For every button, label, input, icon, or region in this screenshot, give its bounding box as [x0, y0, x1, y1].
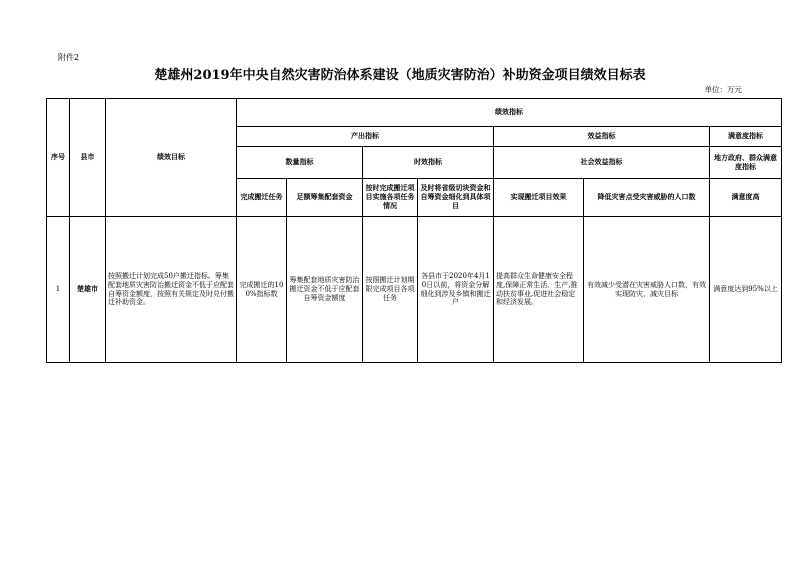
cell-matching-funds: 筹集配套地质灾害防治搬迁资金不低于应配套自筹资金额度 — [287, 217, 363, 363]
cell-funds-detail: 各县市于2020年4月10日以前，将资金分解细化到涉及乡镇和搬迁户 — [418, 217, 494, 363]
cell-satisfaction: 满意度达到95%以上 — [710, 217, 782, 363]
unit-label: 单位：万元 — [704, 85, 742, 94]
cell-goal: 按照搬迁计划完成50户搬迁指标。筹集配套地质灾害防治搬迁资金不低于应配套自筹资金额度，按照有关规定及时兑付搬迁补助资金。 — [106, 217, 237, 363]
document-title: 楚雄州2019年中央自然灾害防治体系建设（地质灾害防治）补助资金项目绩效目标表 — [154, 68, 646, 83]
header-gov-public-satisfaction: 地方政府、群众满意度指标 — [710, 147, 782, 179]
header-reduce-threatened: 降低灾害点受灾害威胁的人口数 — [584, 179, 710, 217]
cell-county: 楚雄市 — [70, 217, 106, 363]
header-full-matching-funds: 足额筹集配套资金 — [287, 179, 363, 217]
header-performance-indicators: 绩效指标 — [237, 99, 782, 127]
header-plan-completion: 按时完成搬迁项目实施各项任务情况 — [363, 179, 418, 217]
header-relocation-effect: 实现搬迁项目效果 — [494, 179, 584, 217]
header-satisfaction-high: 满意度高 — [710, 179, 782, 217]
header-social-benefit-indicators: 社会效益指标 — [494, 147, 710, 179]
table-row — [47, 217, 782, 363]
attachment-label: 附件2 — [58, 53, 80, 62]
cell-relocation-rate: 完成搬迁的100%指标数 — [237, 217, 287, 363]
cell-effect: 提高群众生命健康安全程度,保障正常生活、生产,推动扶贫事业,促进社会稳定和经济发展。 — [494, 217, 584, 363]
header-county: 县市 — [70, 99, 106, 217]
performance-table — [46, 98, 782, 363]
header-benefit-indicators: 效益指标 — [494, 127, 710, 147]
header-performance-goal: 绩效目标 — [106, 99, 237, 217]
cell-serial: 1 — [47, 217, 70, 363]
header-quantity-indicators: 数量指标 — [237, 147, 363, 179]
header-relocation-completion: 完成搬迁任务 — [237, 179, 287, 217]
header-serial: 序号 — [47, 99, 70, 217]
cell-plan-tasks: 按照搬迁计划期限完成项目各项任务 — [363, 217, 418, 363]
cell-reduce: 有效减少受潜在灾害威胁人口数，有效实现防灾、减灾目标 — [584, 217, 710, 363]
header-timeliness-indicators: 时效指标 — [363, 147, 494, 179]
header-output-indicators: 产出指标 — [237, 127, 494, 147]
header-satisfaction-indicators: 满意度指标 — [710, 127, 782, 147]
header-timely-funds-detail: 及时将省级切块资金和自筹资金细化到具体项目 — [418, 179, 494, 217]
